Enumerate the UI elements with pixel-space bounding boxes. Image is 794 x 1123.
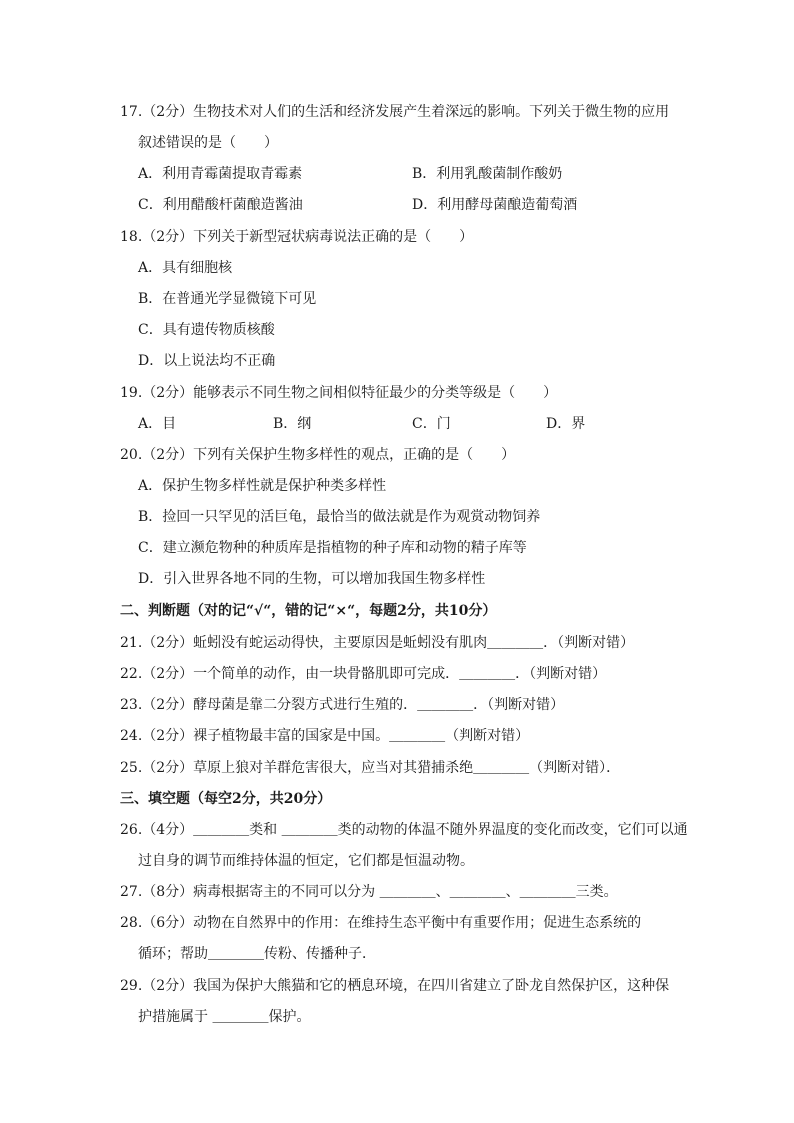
q20-option-c: C．建立濒危物种的种质库是指植物的种子库和动物的精子库等 (138, 540, 527, 556)
section-3-title: 三、填空题（每空2分，共20分） (120, 791, 332, 807)
q20-option-b: B．捡回一只罕见的活巨龟，最恰当的做法就是作为观赏动物饲养 (138, 509, 541, 525)
q18-option-a: A．具有细胞核 (138, 260, 233, 276)
q23-statement: 23.（2分）酵母菌是靠二分裂方式进行生殖的．＿＿＿＿．（判断对错） (120, 697, 565, 713)
q26-line2: 过自身的调节而维持体温的恒定，它们都是恒温动物。 (138, 853, 474, 869)
q20-option-a: A．保护生物多样性就是保护种类多样性 (138, 478, 387, 494)
q22-statement: 22.（2分）一个简单的动作，由一块骨骼肌即可完成．＿＿＿＿．（判断对错） (120, 666, 607, 682)
q28-line2: 循环；帮助＿＿＿＿传粉、传播种子． (138, 946, 376, 962)
q20-option-d: D．引入世界各地不同的生物，可以增加我国生物多样性 (138, 571, 486, 587)
q18-option-c: C．具有遗传物质核酸 (138, 322, 275, 338)
q26-line1: 26.（4分）＿＿＿＿类和 ＿＿＿＿类的动物的体温不随外界温度的变化而改变，它们可以通 (120, 822, 688, 838)
q19-option-a: A．目 (138, 416, 177, 432)
q19-option-c: C．门 (412, 416, 451, 432)
q19-option-b: B．纲 (273, 416, 312, 432)
section-2-title: 二、判断题（对的记“√“，错的记“×“，每题2分，共10分） (120, 603, 497, 619)
q20-stem: 20.（2分）下列有关保护生物多样性的观点，正确的是（ ） (120, 447, 516, 463)
q25-statement: 25.（2分）草原上狼对羊群危害很大，应当对其猎捕杀绝＿＿＿＿（判断对错）． (120, 760, 621, 776)
q18-option-b: B．在普通光学显微镜下可见 (138, 291, 317, 307)
q29-line2: 护措施属于 ＿＿＿＿保护。 (138, 1009, 311, 1025)
q19-stem: 19.（2分）能够表示不同生物之间相似特征最少的分类等级是（ ） (120, 385, 558, 401)
q18-stem: 18.（2分）下列关于新型冠状病毒说法正确的是（ ） (120, 229, 474, 245)
q27-statement: 27.（8分）病毒根据寄主的不同可以分为 ＿＿＿＿、＿＿＿＿、＿＿＿＿三类。 (120, 884, 618, 900)
q21-statement: 21.（2分）蚯蚓没有蛇运动得快，主要原因是蚯蚓没有肌肉＿＿＿＿．（判断对错） (120, 635, 635, 651)
q17-stem-line1: 17.（2分）生物技术对人们的生活和经济发展产生着深远的影响。下列关于微生物的应用 (120, 104, 670, 120)
q17-option-b: B．利用乳酸菌制作酸奶 (412, 166, 563, 182)
q17-option-a: A．利用青霉菌提取青霉素 (138, 166, 303, 182)
q17-option-c: C．利用醋酸杆菌酿造酱油 (138, 197, 303, 213)
q28-line1: 28.（6分）动物在自然界中的作用：在维持生态平衡中有重要作用；促进生态系统的 (120, 915, 642, 931)
q19-option-d: D．界 (546, 416, 586, 432)
q24-statement: 24.（2分）裸子植物最丰富的国家是中国。＿＿＿＿（判断对错） (120, 728, 530, 744)
q29-line1: 29.（2分）我国为保护大熊猫和它的栖息环境，在四川省建立了卧龙自然保护区，这种保 (120, 978, 670, 994)
q18-option-d: D．以上说法均不正确 (138, 353, 276, 369)
q17-option-d: D．利用酵母菌酿造葡萄酒 (412, 197, 578, 213)
q17-stem-line2: 叙述错误的是（ ） (138, 135, 278, 151)
